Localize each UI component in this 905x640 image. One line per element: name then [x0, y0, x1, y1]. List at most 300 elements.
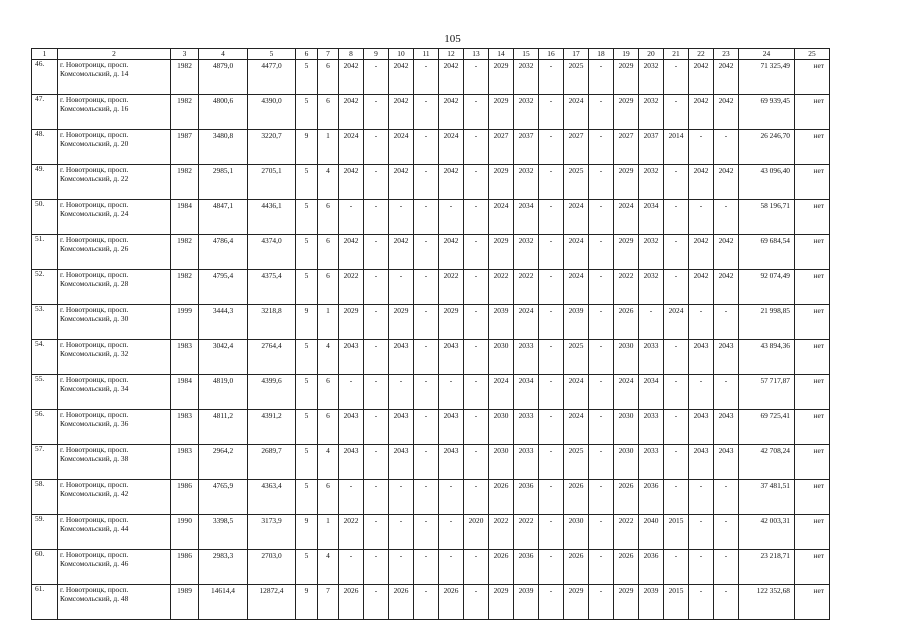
flag-cell: нет	[795, 515, 830, 550]
table-cell: 4436,1	[248, 200, 296, 235]
table-cell: 2043	[389, 340, 414, 375]
table-cell: 2042	[689, 270, 714, 305]
column-number-cell: 4	[199, 49, 248, 60]
table-cell: -	[589, 585, 614, 620]
table-cell: 3042,4	[199, 340, 248, 375]
table-cell: -	[364, 515, 389, 550]
table-cell: 1	[318, 515, 339, 550]
table-cell: 5	[296, 60, 318, 95]
cost-cell: 23 218,71	[739, 550, 795, 585]
table-cell: -	[539, 410, 564, 445]
table-cell: -	[664, 60, 689, 95]
table-cell: -	[364, 130, 389, 165]
table-cell: 2032	[639, 235, 664, 270]
address-cell: г. Новотроицк, просп. Комсомольский, д. 48	[58, 585, 171, 620]
table-cell: 1989	[171, 585, 199, 620]
table-cell: -	[439, 200, 464, 235]
table-cell: 2039	[489, 305, 514, 340]
column-number-cell: 22	[689, 49, 714, 60]
table-cell: -	[539, 60, 564, 95]
table-cell: -	[364, 445, 389, 480]
table-cell: -	[689, 585, 714, 620]
table-cell: 5	[296, 375, 318, 410]
flag-cell: нет	[795, 200, 830, 235]
table-cell: -	[389, 550, 414, 585]
table-cell: 2027	[614, 130, 639, 165]
column-number-cell: 5	[248, 49, 296, 60]
cost-cell: 26 246,70	[739, 130, 795, 165]
table-cell: 2024	[664, 305, 689, 340]
table-cell: 2026	[489, 550, 514, 585]
table-cell: 6	[318, 480, 339, 515]
table-cell: -	[589, 270, 614, 305]
table-cell: 2029	[489, 165, 514, 200]
table-cell: -	[364, 375, 389, 410]
cost-cell: 58 196,71	[739, 200, 795, 235]
table-cell: -	[664, 410, 689, 445]
table-cell: 4	[318, 165, 339, 200]
cost-cell: 42 708,24	[739, 445, 795, 480]
column-number-cell: 1	[32, 49, 58, 60]
page-number: 105	[444, 33, 461, 45]
table-cell: 2022	[614, 270, 639, 305]
column-number-cell: 11	[414, 49, 439, 60]
table-cell: 4819,0	[199, 375, 248, 410]
table-cell: 9	[296, 515, 318, 550]
table-body	[32, 49, 830, 620]
table-cell: -	[589, 235, 614, 270]
table-cell: 2043	[714, 445, 739, 480]
table-cell: 2039	[564, 305, 589, 340]
table-cell: -	[364, 95, 389, 130]
table-row	[32, 130, 830, 165]
table-cell: -	[414, 130, 439, 165]
table-cell: -	[539, 130, 564, 165]
table-cell: 2026	[339, 585, 364, 620]
table-cell: -	[464, 235, 489, 270]
table-row	[32, 375, 830, 410]
column-number-cell: 25	[795, 49, 830, 60]
table-cell: -	[664, 165, 689, 200]
table-cell: -	[364, 550, 389, 585]
table-cell: -	[714, 515, 739, 550]
table-cell: 2029	[489, 60, 514, 95]
table-cell: 2022	[514, 270, 539, 305]
table-cell: 2015	[664, 585, 689, 620]
table-cell: 2024	[564, 375, 589, 410]
column-number-header-row	[32, 49, 830, 60]
housing-repair-table	[31, 48, 830, 620]
table-row	[32, 200, 830, 235]
cost-cell: 43 096,40	[739, 165, 795, 200]
table-cell: 2043	[339, 340, 364, 375]
table-cell: -	[464, 375, 489, 410]
table-row	[32, 95, 830, 130]
table-cell: 2964,2	[199, 445, 248, 480]
table-cell: -	[664, 270, 689, 305]
table-cell: 9	[296, 130, 318, 165]
column-number-cell: 18	[589, 49, 614, 60]
table-cell: 2043	[389, 445, 414, 480]
table-cell: -	[689, 130, 714, 165]
table-cell: -	[389, 515, 414, 550]
flag-cell: нет	[795, 445, 830, 480]
table-cell: 2029	[614, 235, 639, 270]
table-cell: 4765,9	[199, 480, 248, 515]
table-cell: -	[464, 95, 489, 130]
table-cell: -	[714, 480, 739, 515]
row-number-cell: 49.	[32, 165, 58, 200]
table-cell: 2042	[714, 270, 739, 305]
table-cell: -	[389, 480, 414, 515]
table-cell: -	[439, 480, 464, 515]
table-cell: 2032	[514, 95, 539, 130]
table-cell: 2042	[389, 95, 414, 130]
table-row	[32, 515, 830, 550]
table-cell: 1982	[171, 270, 199, 305]
table-cell: 2032	[514, 60, 539, 95]
table-cell: -	[389, 375, 414, 410]
row-number-cell: 55.	[32, 375, 58, 410]
table-cell: 2024	[489, 375, 514, 410]
table-cell: -	[439, 515, 464, 550]
table-cell: 2026	[614, 305, 639, 340]
table-cell: 2039	[639, 585, 664, 620]
table-cell: 2020	[464, 515, 489, 550]
table-cell: 4879,0	[199, 60, 248, 95]
table-cell: 2026	[439, 585, 464, 620]
table-cell: -	[539, 340, 564, 375]
table-cell: 2025	[564, 165, 589, 200]
table-cell: 2042	[714, 95, 739, 130]
table-cell: 2025	[564, 60, 589, 95]
flag-cell: нет	[795, 305, 830, 340]
address-cell: г. Новотроицк, просп. Комсомольский, д. 42	[58, 480, 171, 515]
table-cell: 4	[318, 340, 339, 375]
table-cell: 2029	[489, 95, 514, 130]
table-cell: 3480,8	[199, 130, 248, 165]
table-cell: 2043	[339, 445, 364, 480]
table-cell: -	[589, 340, 614, 375]
table-cell: 2042	[389, 165, 414, 200]
table-cell: -	[539, 515, 564, 550]
column-number-cell: 7	[318, 49, 339, 60]
table-cell: 1984	[171, 375, 199, 410]
table-cell: -	[589, 200, 614, 235]
flag-cell: нет	[795, 480, 830, 515]
column-number-cell: 19	[614, 49, 639, 60]
table-cell: 2024	[564, 200, 589, 235]
table-cell: 2042	[689, 60, 714, 95]
address-cell: г. Новотроицк, просп. Комсомольский, д. 46	[58, 550, 171, 585]
table-row	[32, 270, 830, 305]
table-cell: -	[414, 550, 439, 585]
table-cell: -	[364, 305, 389, 340]
table-cell: 2029	[389, 305, 414, 340]
table-cell: -	[589, 305, 614, 340]
table-cell: 2024	[564, 95, 589, 130]
table-cell: -	[414, 375, 439, 410]
table-row	[32, 480, 830, 515]
table-cell: 2024	[389, 130, 414, 165]
table-cell: 2036	[514, 550, 539, 585]
table-cell: 2036	[514, 480, 539, 515]
table-cell: 2042	[714, 60, 739, 95]
table-cell: 1990	[171, 515, 199, 550]
table-cell: -	[339, 480, 364, 515]
table-cell: 2026	[614, 480, 639, 515]
table-cell: 4390,0	[248, 95, 296, 130]
table-cell: -	[539, 550, 564, 585]
table-cell: 3173,9	[248, 515, 296, 550]
table-cell: 2764,4	[248, 340, 296, 375]
table-cell: 2030	[614, 340, 639, 375]
table-cell: -	[414, 165, 439, 200]
column-number-cell: 20	[639, 49, 664, 60]
table-cell: 1982	[171, 235, 199, 270]
table-cell: 6	[318, 200, 339, 235]
table-cell: -	[414, 410, 439, 445]
row-number-cell: 53.	[32, 305, 58, 340]
table-cell: 2032	[639, 165, 664, 200]
table-cell: 2043	[439, 340, 464, 375]
table-cell: 6	[318, 270, 339, 305]
table-cell: 1	[318, 305, 339, 340]
table-cell: -	[589, 375, 614, 410]
flag-cell: нет	[795, 550, 830, 585]
table-cell: 2029	[564, 585, 589, 620]
table-cell: -	[539, 270, 564, 305]
table-cell: -	[714, 375, 739, 410]
table-cell: 2022	[489, 270, 514, 305]
table-cell: 2042	[389, 235, 414, 270]
table-cell: 1983	[171, 445, 199, 480]
table-cell: 2043	[689, 410, 714, 445]
table-cell: 2024	[614, 375, 639, 410]
table-cell: 2025	[564, 445, 589, 480]
table-cell: 1984	[171, 200, 199, 235]
table-cell: 4399,6	[248, 375, 296, 410]
table-cell: -	[714, 200, 739, 235]
table-cell: 2024	[564, 270, 589, 305]
table-cell: -	[664, 235, 689, 270]
table-cell: 2043	[714, 340, 739, 375]
table-cell: -	[389, 270, 414, 305]
table-cell: 2042	[339, 95, 364, 130]
table-cell: 6	[318, 60, 339, 95]
cost-cell: 92 074,49	[739, 270, 795, 305]
flag-cell: нет	[795, 165, 830, 200]
table-cell: -	[589, 410, 614, 445]
column-number-cell: 13	[464, 49, 489, 60]
table-cell: 2025	[564, 340, 589, 375]
row-number-cell: 56.	[32, 410, 58, 445]
table-cell: 4391,2	[248, 410, 296, 445]
table-cell: -	[689, 200, 714, 235]
address-cell: г. Новотроицк, просп. Комсомольский, д. 34	[58, 375, 171, 410]
table-cell: -	[414, 585, 439, 620]
table-cell: 1982	[171, 60, 199, 95]
table-cell: 2024	[514, 305, 539, 340]
table-row	[32, 340, 830, 375]
table-cell: 2039	[514, 585, 539, 620]
table-cell: 2042	[439, 165, 464, 200]
table-cell: -	[414, 60, 439, 95]
column-number-cell: 3	[171, 49, 199, 60]
table-cell: 2032	[639, 60, 664, 95]
table-cell: 2042	[689, 95, 714, 130]
cost-cell: 21 998,85	[739, 305, 795, 340]
table-cell: 2043	[689, 445, 714, 480]
address-cell: г. Новотроицк, просп. Комсомольский, д. 36	[58, 410, 171, 445]
cost-cell: 69 684,54	[739, 235, 795, 270]
row-number-cell: 52.	[32, 270, 58, 305]
table-cell: 4847,1	[199, 200, 248, 235]
table-cell: -	[364, 60, 389, 95]
table-cell: -	[364, 340, 389, 375]
table-cell: -	[539, 305, 564, 340]
table-cell: 1982	[171, 165, 199, 200]
table-cell: 2024	[564, 235, 589, 270]
table-cell: 5	[296, 95, 318, 130]
table-cell: -	[364, 480, 389, 515]
table-cell: -	[414, 270, 439, 305]
column-number-cell: 8	[339, 49, 364, 60]
table-cell: 2026	[614, 550, 639, 585]
table-cell: 2027	[489, 130, 514, 165]
table-cell: 2032	[514, 165, 539, 200]
table-cell: 2032	[514, 235, 539, 270]
table-cell: 2034	[639, 375, 664, 410]
row-number-cell: 58.	[32, 480, 58, 515]
table-cell: 2042	[339, 235, 364, 270]
table-cell: -	[539, 585, 564, 620]
table-cell: -	[639, 305, 664, 340]
table-cell: 2042	[439, 95, 464, 130]
table-cell: 2033	[514, 445, 539, 480]
table-cell: -	[714, 305, 739, 340]
table-cell: -	[339, 550, 364, 585]
table-cell: 2026	[564, 480, 589, 515]
table-cell: 4477,0	[248, 60, 296, 95]
table-cell: 14614,4	[199, 585, 248, 620]
table-cell: -	[464, 60, 489, 95]
table-cell: -	[589, 445, 614, 480]
table-cell: 2029	[614, 60, 639, 95]
table-cell: 2033	[639, 410, 664, 445]
table-cell: -	[589, 95, 614, 130]
flag-cell: нет	[795, 130, 830, 165]
table-cell: 4795,4	[199, 270, 248, 305]
table-cell: 2037	[514, 130, 539, 165]
address-cell: г. Новотроицк, просп. Комсомольский, д. 14	[58, 60, 171, 95]
table-cell: -	[364, 235, 389, 270]
table-cell: 2026	[489, 480, 514, 515]
table-cell: 2042	[714, 165, 739, 200]
table-cell: 4374,0	[248, 235, 296, 270]
table-cell: 2029	[339, 305, 364, 340]
table-cell: 2029	[439, 305, 464, 340]
column-number-cell: 14	[489, 49, 514, 60]
table-cell: 2015	[664, 515, 689, 550]
table-cell: -	[414, 445, 439, 480]
table-cell: -	[689, 515, 714, 550]
table-cell: 7	[318, 585, 339, 620]
table-cell: -	[689, 480, 714, 515]
table-cell: 2022	[489, 515, 514, 550]
table-cell: -	[464, 445, 489, 480]
table-cell: -	[689, 305, 714, 340]
column-number-cell: 23	[714, 49, 739, 60]
row-number-cell: 54.	[32, 340, 58, 375]
table-cell: 4786,4	[199, 235, 248, 270]
table-cell: -	[464, 165, 489, 200]
table-cell: 5	[296, 200, 318, 235]
table-cell: 2689,7	[248, 445, 296, 480]
table-cell: -	[364, 200, 389, 235]
cost-cell: 37 481,51	[739, 480, 795, 515]
table-cell: 2026	[564, 550, 589, 585]
row-number-cell: 47.	[32, 95, 58, 130]
table-row	[32, 235, 830, 270]
address-cell: г. Новотроицк, просп. Комсомольский, д. 44	[58, 515, 171, 550]
table-cell: -	[539, 95, 564, 130]
table-cell: 2032	[639, 95, 664, 130]
table-cell: -	[589, 480, 614, 515]
cost-cell: 43 894,36	[739, 340, 795, 375]
table-cell: 2029	[614, 585, 639, 620]
table-cell: 1983	[171, 410, 199, 445]
table-cell: 2032	[639, 270, 664, 305]
table-cell: 2042	[339, 165, 364, 200]
table-cell: 2024	[489, 200, 514, 235]
table-cell: -	[539, 375, 564, 410]
table-cell: 2030	[489, 340, 514, 375]
table-row	[32, 60, 830, 95]
table-cell: 4800,6	[199, 95, 248, 130]
table-cell: 6	[318, 235, 339, 270]
table-row	[32, 165, 830, 200]
address-cell: г. Новотроицк, просп. Комсомольский, д. 26	[58, 235, 171, 270]
column-number-cell: 12	[439, 49, 464, 60]
flag-cell: нет	[795, 410, 830, 445]
table-cell: -	[439, 550, 464, 585]
cost-cell: 57 717,87	[739, 375, 795, 410]
table-cell: -	[714, 585, 739, 620]
table-cell: -	[664, 340, 689, 375]
table-cell: -	[714, 130, 739, 165]
table-cell: 2043	[389, 410, 414, 445]
table-cell: -	[689, 550, 714, 585]
column-number-cell: 6	[296, 49, 318, 60]
table-cell: 2030	[489, 445, 514, 480]
table-cell: 2042	[689, 165, 714, 200]
table-cell: 3220,7	[248, 130, 296, 165]
table-cell: 2042	[439, 235, 464, 270]
table-cell: -	[464, 340, 489, 375]
table-cell: 2030	[489, 410, 514, 445]
table-cell: 2029	[614, 95, 639, 130]
table-cell: 2034	[514, 200, 539, 235]
table-cell: 3398,5	[199, 515, 248, 550]
table-cell: 4375,4	[248, 270, 296, 305]
table-cell: 2042	[714, 235, 739, 270]
table-cell: 2037	[639, 130, 664, 165]
table-cell: -	[414, 515, 439, 550]
table-cell: 2043	[439, 445, 464, 480]
table-cell: 6	[318, 95, 339, 130]
column-number-cell: 9	[364, 49, 389, 60]
